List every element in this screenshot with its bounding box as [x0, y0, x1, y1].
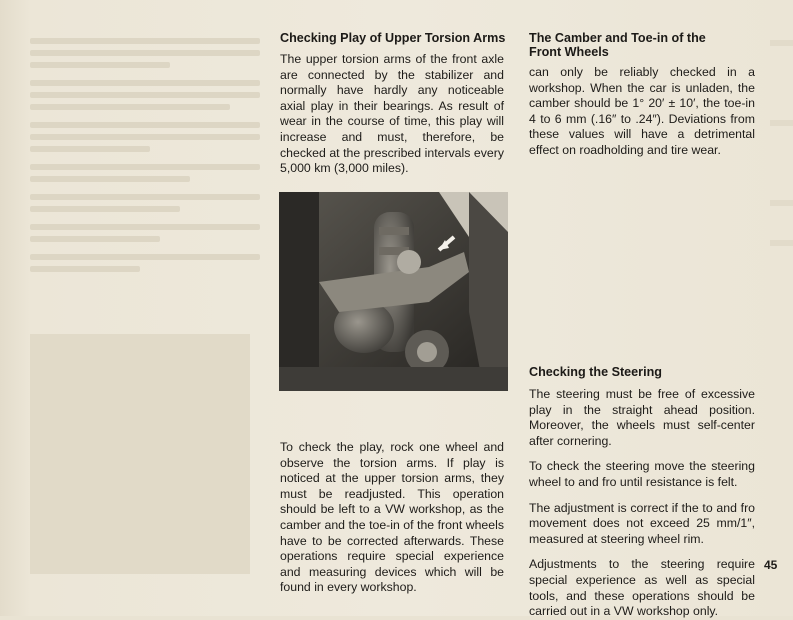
camber-heading-line1: The Camber and Toe-in of the — [529, 31, 706, 45]
steering-heading: Checking the Steering — [529, 365, 662, 379]
steering-paragraph-3: The adjustment is correct if the to and fro movement does not exceed 25 mm/1″, measured at steering wheel rim. — [529, 500, 755, 546]
steering-block — [529, 387, 755, 620]
steering-paragraph-4: Adjustments to the steering require special experience as well as special tools, and these operations should be carried out in a VW workshop only. — [529, 557, 755, 619]
torsion-arm-photo — [279, 192, 508, 391]
upper-torsion-arms-heading: Checking Play of Upper Torsion Arms — [280, 31, 506, 45]
steering-paragraph-1: The steering must be free of excessive play in the straight ahead position. Moreover, the wheels must self-center after cornering. — [529, 387, 755, 448]
check-play-paragraph: To check the play, rock one wheel and observe the torsion arms. If play is noticed at the upper torsion arms, they must be readjusted. This operation should be left to a VW workshop, as the camber and the toe-in of the front wheels have to be corrected afterwards. These operations require special experience and measuring devices which will be found in every workshop. — [280, 440, 504, 595]
steering-paragraph-2: To check the steering move the steering wheel to and fro until resistance is felt. — [529, 459, 755, 489]
torsion-arm-image — [279, 192, 508, 391]
upper-torsion-arms-intro — [280, 52, 504, 177]
camber-paragraph: can only be reliably checked in a workshop. When the car is unladen, the camber should be 1° 20′ ± 10′, the toe-in 4 to 6 mm (.16″ to .24″). Deviations from these values will have a detrimental effect on roadholding and tire wear. — [529, 65, 755, 157]
intro-paragraph: The upper torsion arms of the front axle are connected by the stabilizer and normally have hardly any noticeable axial play in their bearings. As result of wear in the course of time, this play will increase and must, therefore, be checked at the prescribed intervals every 5,000 km (3,000 miles). — [280, 52, 504, 176]
camber-block — [529, 65, 755, 159]
camber-heading-line2: Front Wheels — [529, 45, 609, 59]
camber-heading — [529, 31, 759, 59]
page-number: 45 — [764, 558, 778, 572]
check-play-block — [280, 440, 504, 596]
